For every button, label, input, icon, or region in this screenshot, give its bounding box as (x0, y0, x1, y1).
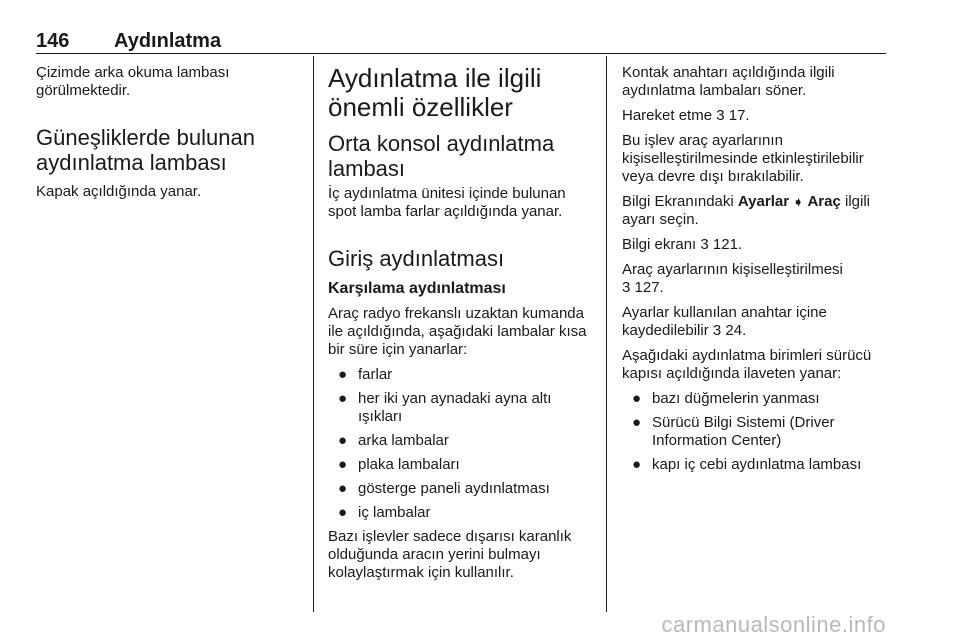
bullet-icon: ● (338, 480, 348, 497)
bullet-icon: ● (338, 366, 348, 383)
column-divider-2 (606, 56, 607, 612)
settings-menu-label: Ayarlar (737, 193, 790, 210)
welcome-lamps-list (328, 366, 594, 522)
list-item: ● her iki yan aynadaki ayna altı ışıkları (338, 390, 552, 425)
vehicle-personalization-ref: Araç ayarlarının kişiselleştirilmesi 3 127. (622, 261, 843, 296)
departure-ref: Hareket etme 3 17. (622, 107, 750, 124)
page-number: 146 (36, 30, 70, 52)
column-divider-1 (313, 56, 314, 612)
watermark: carmanualsonline.info (661, 612, 886, 637)
list-item: ● plaka lambaları (338, 456, 460, 473)
list-item: ● gösterge paneli aydınlatması (338, 480, 550, 497)
page-ref-icon: 3 (716, 107, 725, 124)
reading-lamp-caption: Çizimde arka okuma lambası görülmektedir. (36, 64, 230, 99)
column-1 (36, 64, 298, 208)
page-ref-icon: 3 (622, 279, 631, 296)
heading-welcome-lighting: Karşılama aydınlatması (328, 280, 506, 297)
key-settings-ref: Ayarlar kullanılan anahtar içine kaydedilebilir 3 24. (622, 304, 827, 339)
column-2 (328, 64, 594, 589)
info-display-ref: Bilgi ekranı 3 121. (622, 236, 743, 253)
heading-center-console-lamp: Orta konsol aydınlatma lambası (328, 131, 555, 181)
driver-door-lamps-text: Aşağıdaki aydınlatma birimleri sürücü kapısı açıldığında ilaveten yanar: (622, 347, 872, 382)
heading-entry-lighting: Giriş aydınlatması (328, 246, 505, 271)
locate-vehicle-text: Bazı işlevler sadece dışarısı karanlık olduğunda aracın yerini bulmayı kolaylaştırmak için kullanılır. (328, 528, 572, 581)
vehicle-menu-label: Araç (807, 193, 841, 210)
sun-visor-text: Kapak açıldığında yanar. (36, 183, 202, 200)
bullet-icon: ● (338, 456, 348, 473)
bullet-icon: ● (632, 456, 642, 473)
list-item: ● Sürücü Bilgi Sistemi (Driver Information Center) (632, 414, 835, 449)
driver-door-lamps-list (622, 390, 888, 474)
column-3 (622, 64, 888, 480)
page-title: Aydınlatma (114, 30, 222, 52)
bullet-icon: ● (632, 414, 642, 431)
center-console-text: İç aydınlatma ünitesi içinde bulunan spot lamba farlar açıldığında yanar. (328, 185, 566, 220)
heading-sun-visor-lamp: Güneşliklerde bulunan aydınlatma lambası (36, 125, 255, 175)
welcome-lighting-text: Araç radyo frekanslı uzaktan kumanda ile açıldığında, aşağıdaki lambalar kısa bir süre için yanarlar: (328, 305, 587, 358)
bullet-icon: ● (632, 390, 642, 407)
bullet-icon: ● (338, 504, 348, 521)
heading-lighting-features: Aydınlatma ile ilgili önemli özellikler (328, 63, 542, 122)
list-item: ● iç lambalar (338, 504, 431, 521)
bullet-icon: ● (338, 390, 348, 407)
personalization-text: Bu işlev araç ayarlarının kişiselleştirilmesinde etkinleştirilebilir veya devre dışı bırakılabilir. (622, 132, 864, 185)
header-rule (36, 53, 886, 54)
page-header (36, 30, 886, 52)
list-item: ● kapı iç cebi aydınlatma lambası (632, 456, 862, 473)
list-item: ● farlar (338, 366, 393, 383)
list-item: ● arka lambalar (338, 432, 449, 449)
list-item: ● bazı düğmelerin yanması (632, 390, 820, 407)
page-ref-icon: 3 (712, 322, 722, 339)
menu-arrow-icon: ➧ (793, 195, 804, 209)
page-ref-icon: 3 (700, 236, 709, 253)
bullet-icon: ● (338, 432, 348, 449)
ignition-off-text: Kontak anahtarı açıldığında ilgili aydınlatma lambaları söner. (622, 64, 835, 99)
info-display-settings-text: Bilgi Ekranındaki Ayarlar ➧ Araç ilgili ayarı seçin. (622, 193, 871, 228)
